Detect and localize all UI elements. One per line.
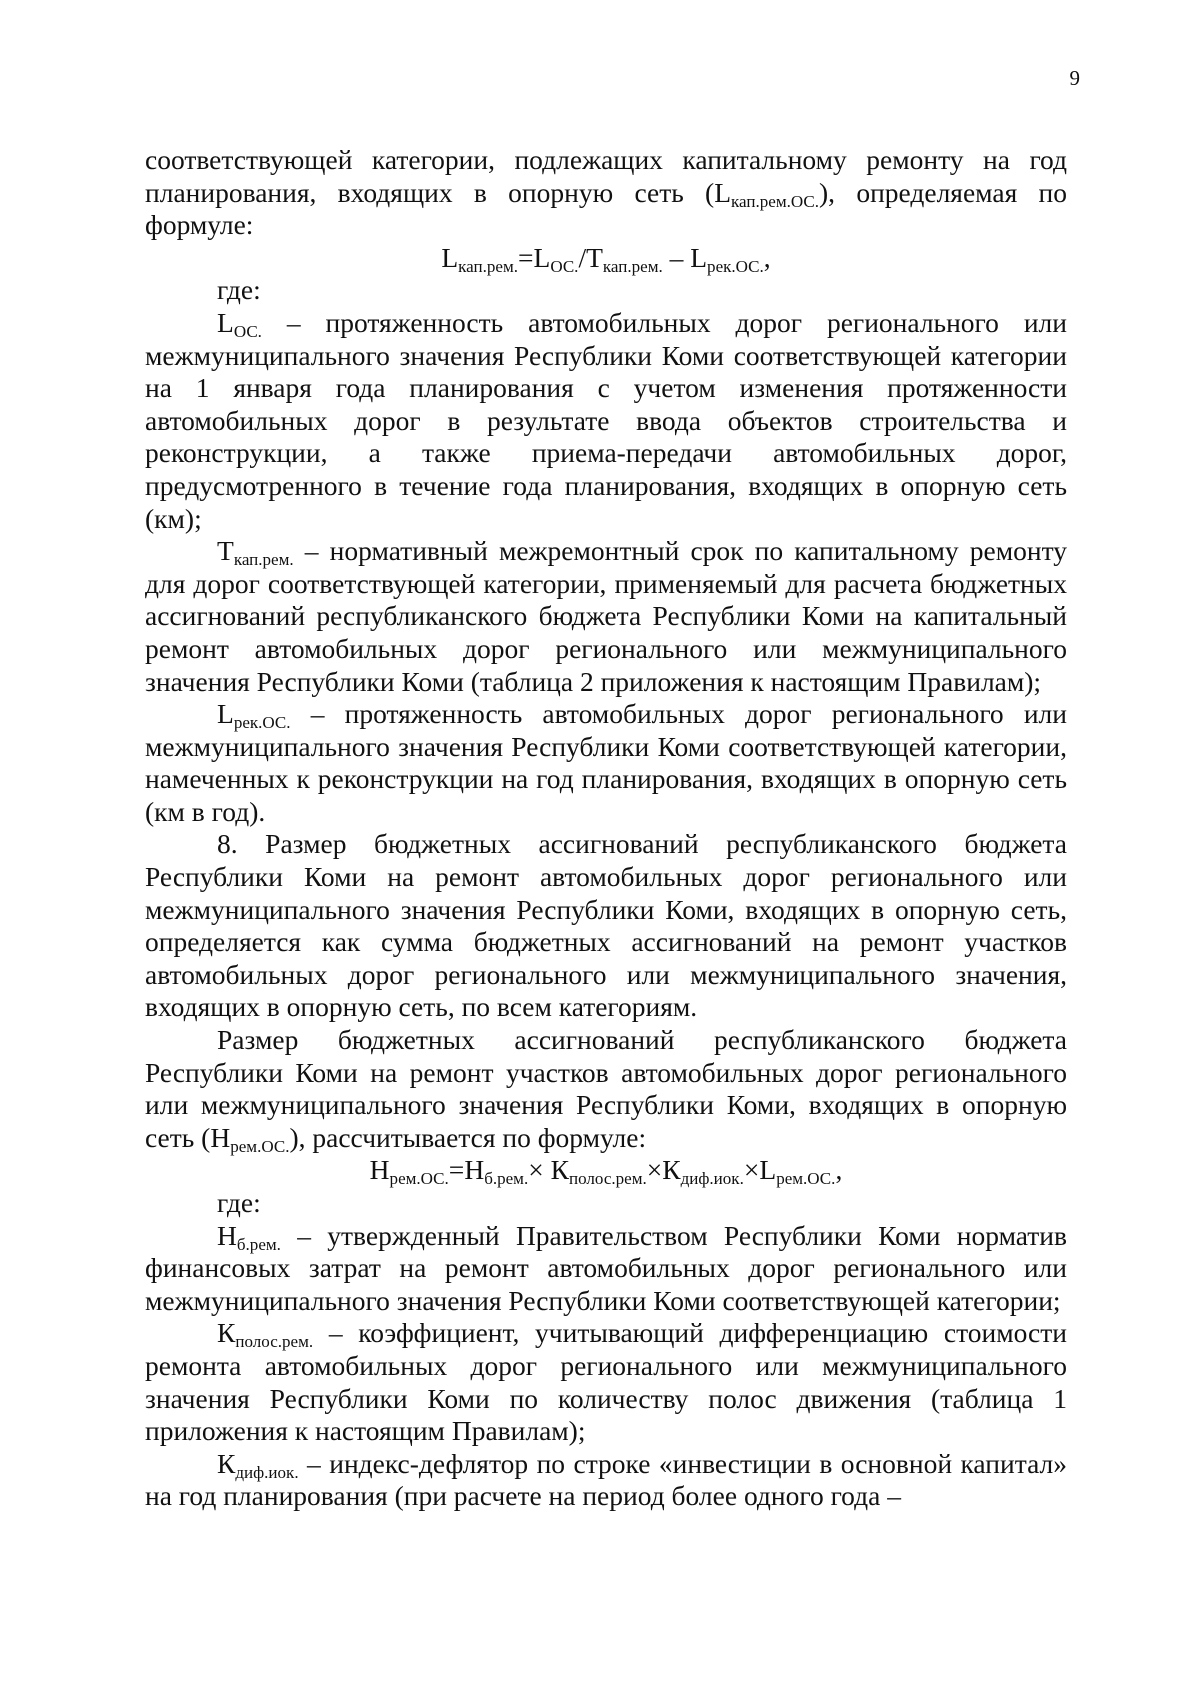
paragraph-repair-size: Размер бюджетных ассигнований республиканского бюджета Республики Коми на ремонт участков автомобильных дорог регионального или межмуниципального значения Республики Коми, входящих в опорную сеть $(Н_{рем.ОС.})$, рассчитывается по формуле: [145, 1024, 1067, 1156]
formula-n-rem-os: $Н_{рем.ОС.}=Н_{б.рем.}\times К_{полос.рем.}\times К_{диф.иок.}\times L_{рем.ОС.}$, [369, 1154, 843, 1189]
symbol-n-rem-os: $Н_{рем.ОС.}$ [210, 1121, 290, 1156]
symbol-l-kap-rem-os: $L_{кап.рем.ОС.}$ [714, 176, 819, 211]
definition-l-rek-os: $L_{рек.ОС.}$ – протяженность автомобильных дорог регионального или межмуниципального значения Республики Коми соответствующей категории, намеченных к реконструкции на год планирования, входящих в опорную сеть (км в год). [145, 698, 1067, 827]
document-body [145, 144, 1067, 1513]
intro-text-end: ), определяемая по формуле: [145, 176, 1067, 241]
definition-t-kap-rem: $Т_{кап.рем.}$ – нормативный межремонтный срок по капитальному ремонту для дорог соответствующей категории, применяемый для расчета бюджетных ассигнований республиканского бюджета Республики Коми на капитальный ремонт автомобильных дорог регионального или межмуниципального значения Республики Коми (таблица 2 приложения к настоящим Правилам); [145, 535, 1067, 697]
paragraph-8: 8. Размер бюджетных ассигнований республиканского бюджета Республики Коми на ремонт автомобильных дорог регионального или межмуниципального значения Республики Коми, входящих в опорную сеть, определяется как сумма бюджетных ассигнований на ремонт участков автомобильных дорог регионального или межмуниципального значения, входящих в опорную сеть, по всем категориям. [145, 828, 1067, 1023]
definition-k-dif-iok: $К_{диф.иок.}$ – индекс-дефлятор по строке «инвестиции в основной капитал» на год планирования (при расчете на период более одного года – [145, 1447, 1067, 1512]
definition-l-os: $L_{ОС.}$ – протяженность автомобильных дорог регионального или межмуниципального значения Республики Коми соответствующей категории на 1 января года планирования с учетом изменения протяженности автомобильных дорог в результате ввода объектов строительства и реконструкции, а также приема-передачи автомобильных дорог, предусмотренного в течение года планирования, входящих в опорную сеть (км); [145, 306, 1067, 534]
definition-n-b-rem: $Н_{б.рем.}$ – утвержденный Правительством Республики Коми норматив финансовых затрат на ремонт автомобильных дорог регионального или межмуниципального значения Республики Коми соответствующей категории; [145, 1219, 1067, 1316]
definition-k-polos-rem: $К_{полос.рем.}$ – коэффициент, учитывающий дифференциацию стоимости ремонта автомобильных дорог регионального или межмуниципального значения Республики Коми по количеству полос движения (таблица 1 приложения к настоящим Правилам); [145, 1317, 1067, 1447]
page-number: 9 [1069, 66, 1080, 90]
formula-l-kap-rem: $L_{кап.рем.}=L_{ОС.}/Т_{кап.рем.} - L_{рек.ОС.}$, [441, 241, 771, 276]
where-label-2: где: [217, 1187, 261, 1218]
intro-text: соответствующей категории, подлежащих капитальному ремонту на год планирования, входящих в опорную сеть ( [145, 144, 1067, 208]
where-label: где: [217, 274, 261, 306]
paragraph-intro [145, 144, 1067, 242]
